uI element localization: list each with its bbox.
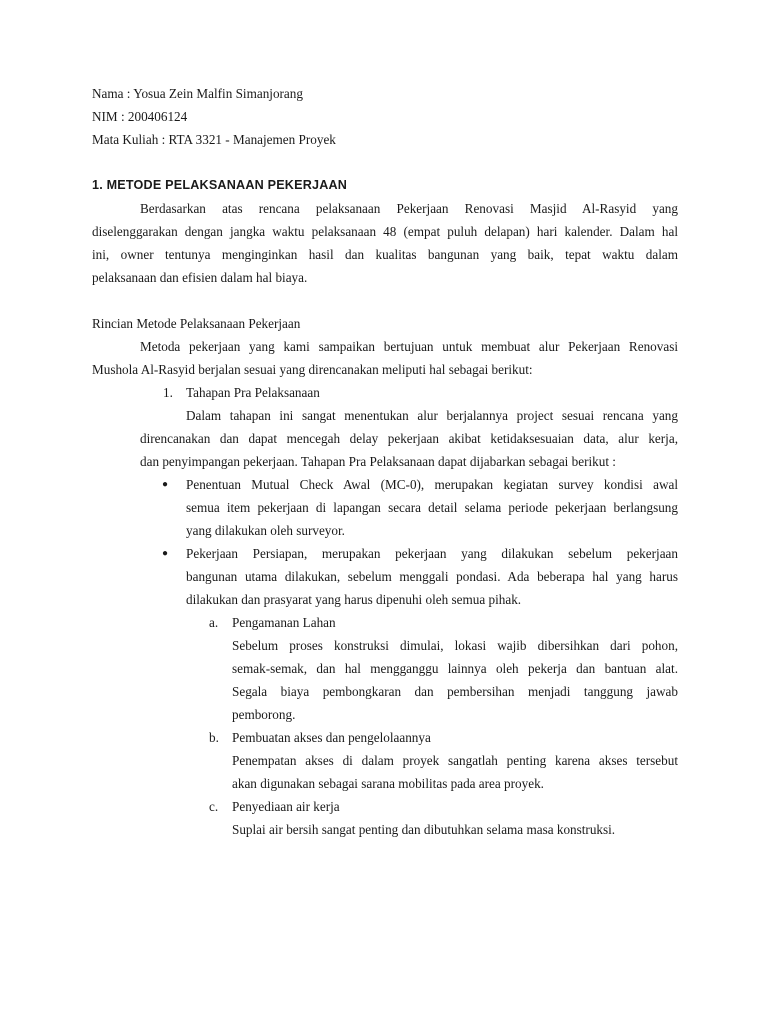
sub-item-line: Suplai air bersih sangat penting dan dibutuhkan selama masa konstruksi. bbox=[232, 822, 616, 837]
bullet-icon: ● bbox=[162, 479, 169, 490]
paragraph-line: diselenggarakan dengan jangka waktu pelaksanaan 48 (empat puluh delapan) hari kalender. Dalam hal bbox=[92, 224, 678, 239]
student-nim: NIM : 200406124 bbox=[92, 109, 188, 124]
sub-item-letter: c. bbox=[209, 799, 219, 814]
bullet-icon: ● bbox=[162, 548, 169, 559]
paragraph-line: dan penyimpangan pekerjaan. Tahapan Pra Pelaksanaan dapat dijabarkan sebagai berikut : bbox=[140, 454, 616, 469]
sub-item-title: Pembuatan akses dan pengelolaannya bbox=[232, 730, 431, 745]
course-info: Mata Kuliah : RTA 3321 - Manajemen Proyek bbox=[92, 132, 336, 147]
sub-item-letter: b. bbox=[209, 730, 219, 745]
bullet-line: yang dilakukan oleh surveyor. bbox=[186, 523, 345, 538]
paragraph-line: Berdasarkan atas rencana pelaksanaan Pekerjaan Renovasi Masjid Al-Rasyid yang bbox=[140, 201, 678, 216]
sub-item-line: Segala biaya pembongkaran dan pembersihan menjadi tanggung jawab bbox=[232, 684, 678, 699]
sub-item-letter: a. bbox=[209, 615, 219, 630]
paragraph-line: direncanakan dan dapat mencegah delay pekerjaan akibat ketidaksesuaian data, alur kerja, bbox=[140, 431, 678, 446]
sub-item-title: Penyediaan air kerja bbox=[232, 799, 340, 814]
paragraph-line: Dalam tahapan ini sangat menentukan alur berjalannya project sesuai rencana yang bbox=[186, 408, 678, 423]
student-name: Nama : Yosua Zein Malfin Simanjorang bbox=[92, 86, 303, 101]
sub-item-line: Sebelum proses konstruksi dimulai, lokasi wajib dibersihkan dari pohon, bbox=[232, 638, 678, 653]
paragraph-line: ini, owner tentunya menginginkan hasil dan kualitas bangunan yang baik, tepat waktu dalam bbox=[92, 247, 678, 262]
bullet-line: dilakukan dan prasyarat yang harus dipenuhi oleh semua pihak. bbox=[186, 592, 522, 607]
paragraph-line: pelaksanaan dan efisien dalam hal biaya. bbox=[92, 270, 308, 285]
subheading: Rincian Metode Pelaksanaan Pekerjaan bbox=[92, 316, 301, 331]
bullet-line: semua item pekerjaan di lapangan secara detail selama periode pekerjaan berlangsung bbox=[186, 500, 678, 515]
sub-item-line: pemborong. bbox=[232, 707, 296, 722]
section-heading: 1. METODE PELAKSANAAN PEKERJAAN bbox=[92, 178, 348, 192]
bullet-line: Pekerjaan Persiapan, merupakan pekerjaan yang dilakukan sebelum pekerjaan bbox=[186, 546, 678, 561]
paragraph-line: Metoda pekerjaan yang kami sampaikan bertujuan untuk membuat alur Pekerjaan Renovasi bbox=[140, 339, 678, 354]
paragraph-line: Mushola Al-Rasyid berjalan sesuai yang direncanakan meliputi hal sebagai berikut: bbox=[92, 362, 533, 377]
sub-item-line: semak-semak, dan hal mengganggu lainnya oleh pekerja dan bantuan alat. bbox=[232, 661, 678, 676]
sub-item-line: akan digunakan sebagai sarana mobilitas pada area proyek. bbox=[232, 776, 544, 791]
bullet-line: bangunan utama dilakukan, sebelum menggali pondasi. Ada beberapa hal yang harus bbox=[186, 569, 678, 584]
list-item-title: Tahapan Pra Pelaksanaan bbox=[186, 385, 320, 400]
bullet-line: Penentuan Mutual Check Awal (MC-0), merupakan kegiatan survey kondisi awal bbox=[186, 477, 678, 492]
sub-item-title: Pengamanan Lahan bbox=[232, 615, 336, 630]
sub-item-line: Penempatan akses di dalam proyek sangatlah penting karena akses tersebut bbox=[232, 753, 678, 768]
list-number: 1. bbox=[163, 385, 173, 400]
